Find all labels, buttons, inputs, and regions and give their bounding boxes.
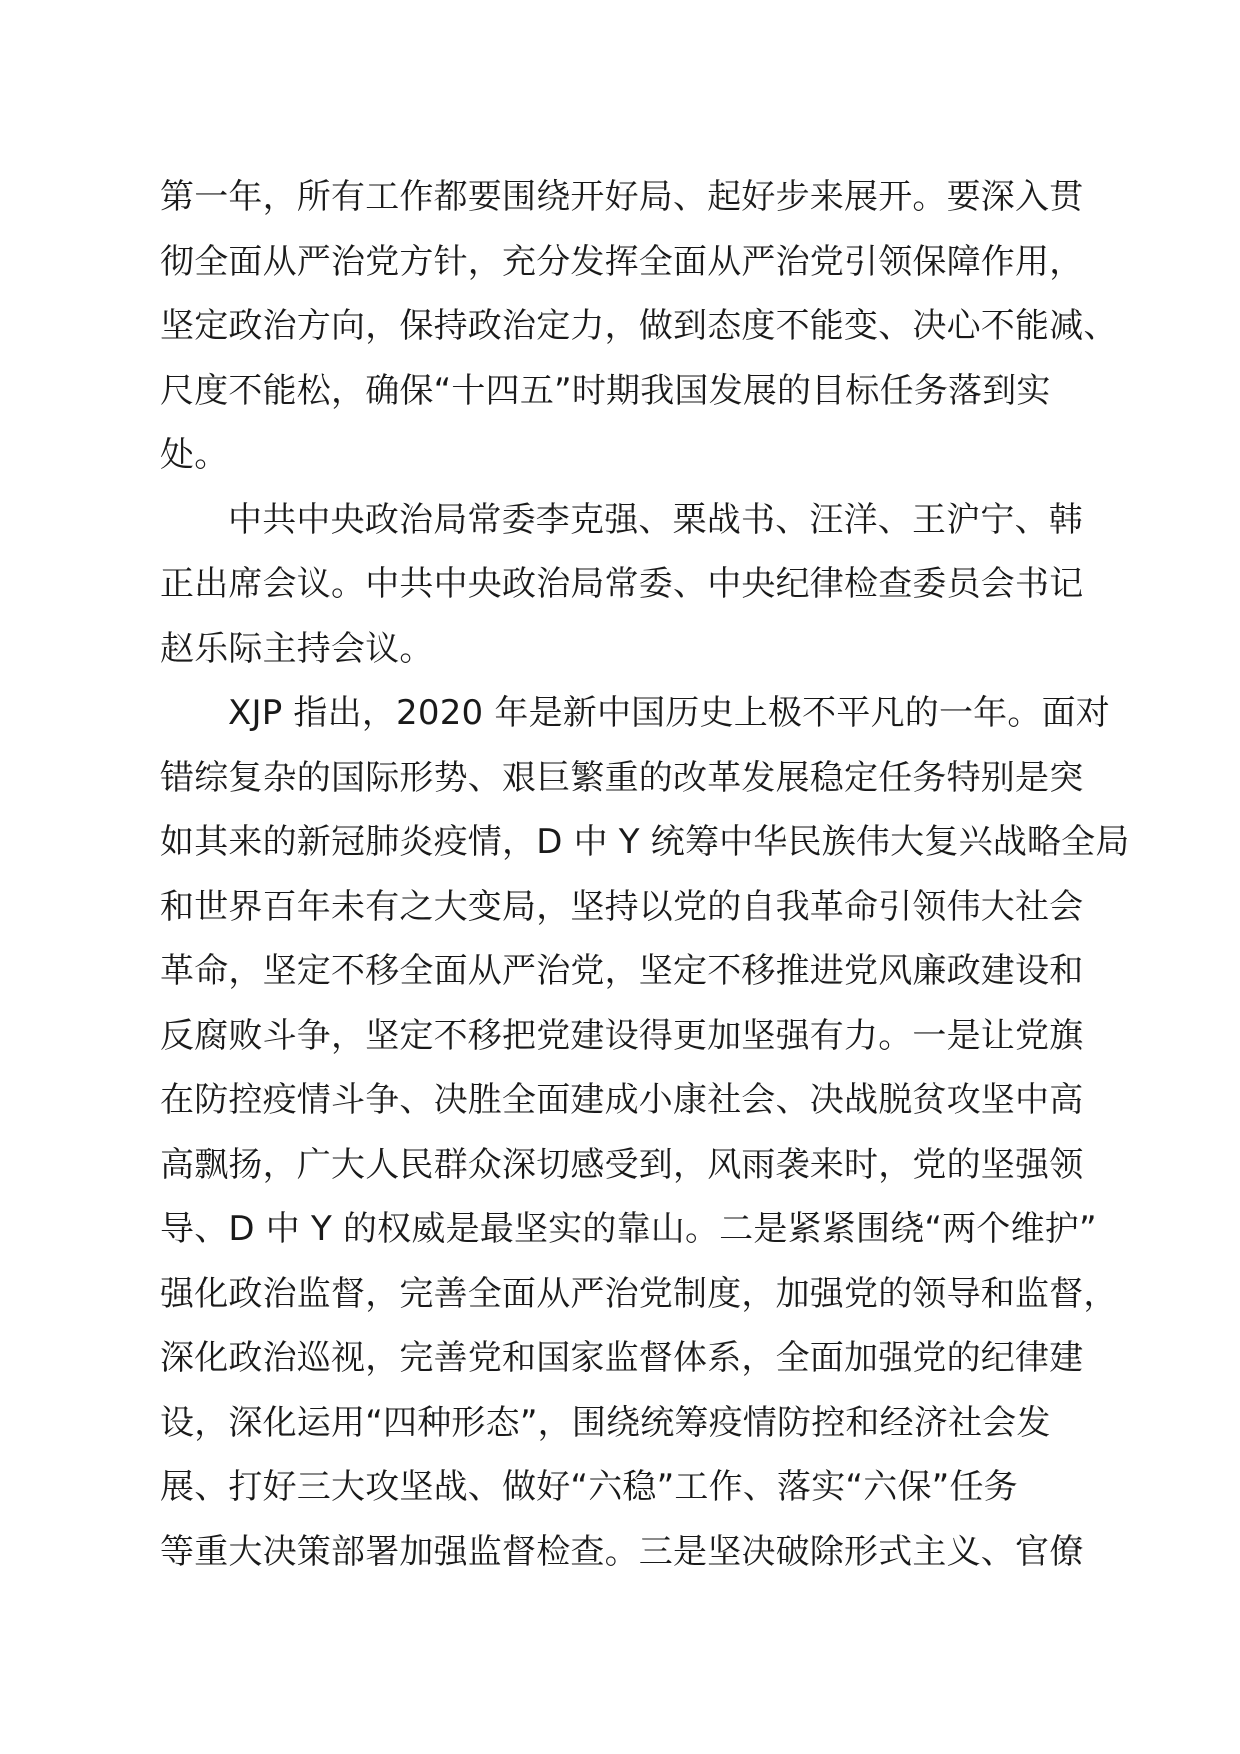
- text-line: 深化政治巡视，完善党和国家监督体系，全面加强党的纪律建: [160, 1338, 1084, 1378]
- paragraph-first-line: XJP 指出，2020 年是新中国历史上极不平凡的一年。面对: [228, 693, 1110, 733]
- text-line: 错综复杂的国际形势、艰巨繁重的改革发展稳定任务特别是突: [160, 757, 1084, 798]
- text-line: 坚定政治方向，保持政治定力，做到态度不能变、决心不能减、: [160, 306, 1118, 346]
- text-line: 和世界百年未有之大变局，坚持以党的自我革命引领伟大社会: [160, 886, 1084, 927]
- text-line: 强化政治监督，完善全面从严治党制度，加强党的领导和监督，: [160, 1273, 1118, 1314]
- text-line: 处。: [160, 435, 229, 475]
- text-line: 尺度不能松，确保“十四五”时期我国发展的目标任务落到实: [160, 370, 1051, 411]
- text-line: 赵乐际主持会议。: [160, 628, 434, 669]
- text-line: 设，深化运用“四种形态”，围绕统筹疫情防控和经济社会发: [160, 1402, 1051, 1443]
- text-line: 等重大决策部署加强监督检查。三是坚决破除形式主义、官僚: [160, 1531, 1084, 1572]
- text-line: 展、打好三大攻坚战、做好“六稳”工作、落实“六保”任务: [160, 1467, 1018, 1507]
- text-line: 第一年，所有工作都要围绕开好局、起好步来展开。要深入贯: [160, 177, 1084, 217]
- text-line: 彻全面从严治党方针，充分发挥全面从严治党引领保障作用，: [160, 241, 1084, 282]
- text-line: 反腐败斗争，坚定不移把党建设得更加坚强有力。一是让党旗: [160, 1015, 1084, 1056]
- paragraph-first-line: 中共中央政治局常委李克强、栗战书、汪洋、王沪宁、韩: [228, 499, 1083, 540]
- text-line: 正出席会议。中共中央政治局常委、中央纪律检查委员会书记: [160, 564, 1084, 604]
- text-line: 在防控疫情斗争、决胜全面建成小康社会、决战脱贫攻坚中高: [160, 1080, 1084, 1120]
- text-line: 导、D 中 Y 的权威是最坚实的靠山。二是紧紧围绕“两个维护”: [160, 1209, 1097, 1249]
- text-line: 如其来的新冠肺炎疫情，D 中 Y 统筹中华民族伟大复兴战略全局: [160, 822, 1130, 862]
- text-line: 高飘扬，广大人民群众深切感受到，风雨袭来时，党的坚强领: [160, 1144, 1084, 1185]
- body-text: [160, 165, 1130, 1584]
- text-line: 革命，坚定不移全面从严治党，坚定不移推进党风廉政建设和: [160, 951, 1084, 991]
